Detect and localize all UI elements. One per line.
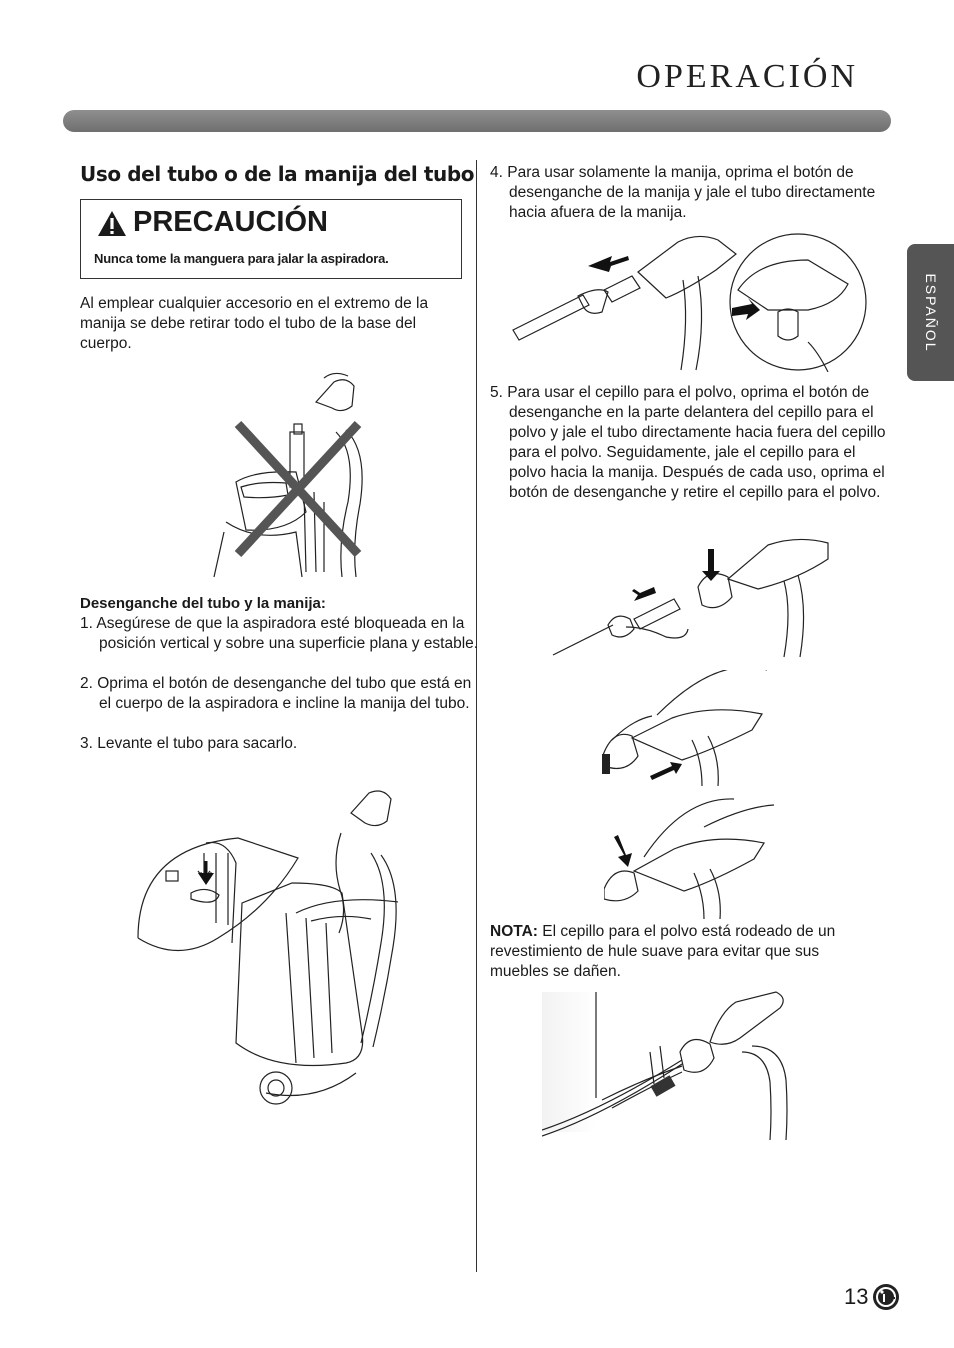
language-tab <box>907 244 954 381</box>
caution-title: PRECAUCIÓN <box>133 206 328 238</box>
caution-text: Nunca tome la manguera para jalar la aspiradora. <box>94 251 389 266</box>
step-3: 3. Levante el tubo para sacarlo. <box>80 735 298 752</box>
release-heading: Desenganche del tubo y la manija: <box>80 595 326 612</box>
note-paragraph <box>490 922 875 982</box>
page-title: OPERACIÓN <box>636 58 858 95</box>
intro-paragraph: Al emplear cualquier accesorio en el extremo de la manija se debe retirar todo el tubo de la base del cuerpo. <box>80 295 429 352</box>
step-1: 1. Asegúrese de que la aspiradora esté bloqueada en la posición vertical y sobre una superficie plana y estable. <box>80 615 479 652</box>
title-bar <box>63 110 891 132</box>
note-text: El cepillo para el polvo está rodeado de un revestimiento de hule suave para evitar que sus muebles se dañen. <box>490 923 836 980</box>
language-tab-label: ESPAÑOL <box>922 272 939 353</box>
dust-brush-release-illustration <box>604 797 779 919</box>
note-label: NOTA: <box>490 923 538 940</box>
caution-box <box>80 199 462 279</box>
tube-release-illustration <box>136 783 398 1108</box>
dust-brush-remove-tube-illustration <box>548 535 838 660</box>
page-number: 13 <box>844 1284 869 1309</box>
step-5: 5. Para usar el cepillo para el polvo, oprima el botón de desenganche en la parte delantera del cepillo para el polvo y jale el tubo directamente hacia fuera del cepillo para el polvo. Seguidamente, jale el cepillo para el polvo hacia la manija. Después de cada uso, oprima el botón de desenganche y retire el cepillo para el polvo. <box>490 384 886 501</box>
dust-brush-furniture-illustration <box>542 990 804 1140</box>
column-divider <box>476 160 477 1272</box>
section-heading: Uso del tubo o de la manija del tubo <box>80 162 475 186</box>
dust-brush-attach-illustration <box>602 670 777 788</box>
warning-icon <box>97 210 127 237</box>
handle-release-illustration <box>508 232 868 372</box>
lg-logo-icon <box>872 1283 900 1311</box>
step-2: 2. Oprima el botón de desenganche del tubo que está en el cuerpo de la aspiradora e incline la manija del tubo. <box>80 675 472 712</box>
step-4: 4. Para usar solamente la manija, oprima el botón de desenganche de la manija y jale el tubo directamente hacia afuera de la manija. <box>490 164 876 221</box>
vacuum-lift-wrong-illustration <box>206 362 366 577</box>
